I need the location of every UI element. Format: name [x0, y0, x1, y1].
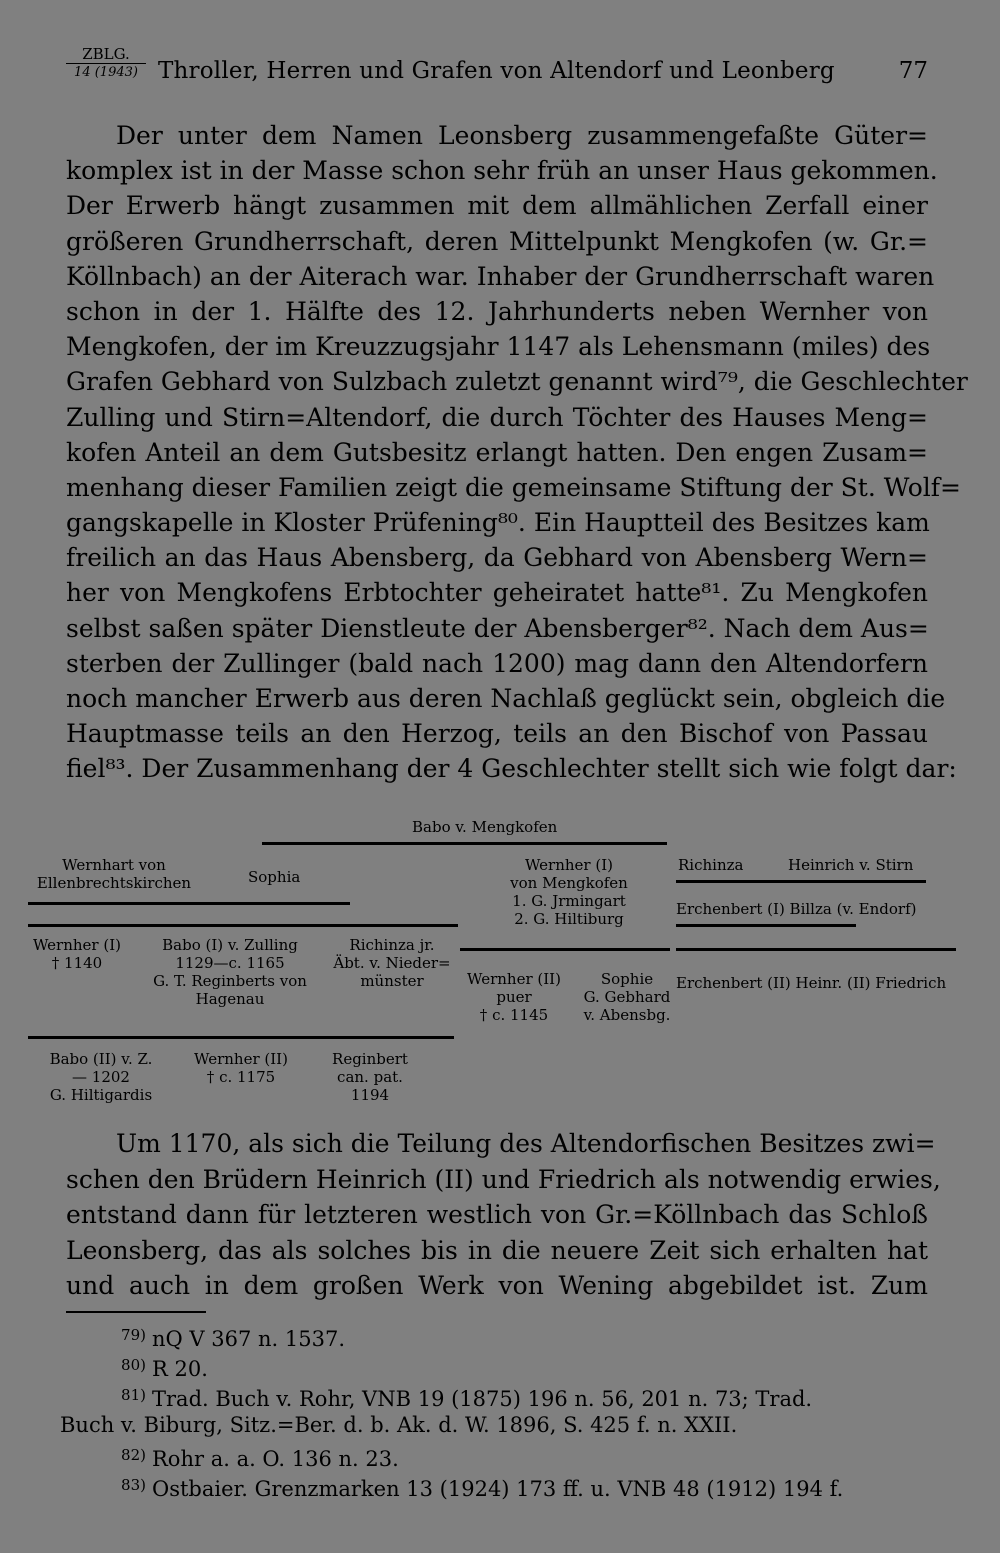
- text-line: Hauptmasse teils an den Herzog, teils an den Bischof von Passau: [66, 719, 928, 749]
- name-line: Ellenbrechtskirchen: [36, 874, 192, 892]
- text-line: und auch in dem großen Werk von Wening abgebildet ist. Zum: [66, 1271, 928, 1301]
- erchenbert-2-heinrich-friedrich: Erchenbert (II) Heinr. (II) Friedrich: [676, 974, 947, 992]
- text-line: her von Mengkofens Erbtochter geheiratet hatte⁸¹. Zu Mengkofen: [66, 578, 928, 608]
- marriage-bracket-erchenbert: [676, 924, 856, 927]
- footnote-number: 81): [121, 1386, 146, 1404]
- name-line: Richinza jr.: [349, 936, 435, 954]
- text-line: größeren Grundherrschaft, deren Mittelpunkt Mengkofen (w. Gr.=: [66, 226, 928, 256]
- name-line: † c. 1175: [206, 1068, 276, 1086]
- name-line: Babo (II) v. Z.: [49, 1050, 153, 1068]
- name-line: Hagenau: [195, 990, 265, 1008]
- name-line: 1. G. Jrmingart: [512, 892, 626, 910]
- richinza: Richinza: [678, 856, 744, 874]
- text-line: kofen Anteil an dem Gutsbesitz erlangt hatten. Den engen Zusam=: [66, 437, 928, 467]
- root-bracket: [262, 842, 667, 845]
- name-line: G. Hiltigardis: [49, 1086, 153, 1104]
- wernher-2-puer: [458, 970, 570, 1024]
- running-title: Throller, Herren und Grafen von Altendorf und Leonberg: [158, 58, 835, 84]
- reginbert: [320, 1050, 420, 1104]
- name-line: † c. 1145: [479, 1006, 549, 1024]
- children-bracket-stirn: [676, 948, 956, 951]
- text-line: Leonsberg, das als solches bis in die neuere Zeit sich erhalten hat: [66, 1235, 928, 1265]
- text-line: schon in der 1. Hälfte des 12. Jahrhunderts neben Wernher von: [66, 296, 928, 326]
- name-line: — 1202: [72, 1068, 130, 1086]
- name-line: † 1140: [51, 954, 103, 972]
- name-line: v. Abensbg.: [583, 1006, 671, 1024]
- children-bracket-babo: [28, 1036, 454, 1039]
- text-line: selbst saßen später Dienstleute der Abensberger⁸². Nach dem Aus=: [66, 613, 929, 643]
- footnote-number: 82): [121, 1446, 146, 1464]
- name-line: Wernhart von: [62, 856, 166, 874]
- footnote-82: [66, 1440, 928, 1474]
- footnote-79: [66, 1320, 928, 1354]
- name-line: 1194: [350, 1086, 390, 1104]
- name-line: can. pat.: [337, 1068, 403, 1086]
- text-line: Zulling und Stirn=Altendorf, die durch Töchter des Hauses Meng=: [66, 402, 928, 432]
- name-line: Sophie: [600, 970, 654, 988]
- text-line: menhang dieser Familien zeigt die gemeinsame Stiftung der St. Wolf=: [66, 472, 961, 502]
- text-line: Grafen Gebhard von Sulzbach zuletzt genannt wird⁷⁹, die Geschlechter: [66, 367, 968, 397]
- name-line: Wernher (I): [32, 936, 121, 954]
- text-line: schen den Brüdern Heinrich (II) und Friedrich als notwendig erwies,: [66, 1164, 941, 1194]
- name-line: G. Gebhard: [583, 988, 671, 1006]
- text-line: gangskapelle in Kloster Prüfening⁸⁰. Ein Hauptteil des Besitzes kam: [66, 508, 930, 538]
- text-line: freilich an das Haus Abensberg, da Gebhard von Abensberg Wern=: [66, 543, 928, 573]
- wernher-1-mengkofen: [494, 856, 644, 928]
- children-bracket-mengkofen: [460, 948, 670, 951]
- text-line: Der unter dem Namen Leonsberg zusammengefaßte Güter=: [116, 121, 928, 150]
- page-number: 77: [898, 58, 928, 84]
- wernher-1-died-1140: [22, 936, 132, 972]
- richinza-jr: [330, 936, 454, 990]
- footnote-separator: [66, 1311, 206, 1313]
- babo-1-zulling: [134, 936, 326, 1008]
- text-line: Der Erwerb hängt zusammen mit dem allmählichen Zerfall einer: [66, 191, 928, 221]
- sophie-abensberg: [568, 970, 686, 1024]
- footnote-text: Ostbaier. Grenzmarken 13 (1924) 173 ff. u. VNB 48 (1912) 194 f.: [152, 1477, 844, 1501]
- name-line: Wernher (I): [524, 856, 613, 874]
- genealogy-chart: [0, 810, 1000, 1110]
- marriage-bracket-stirn: [676, 880, 926, 883]
- text-line: Köllnbach) an der Aiterach war. Inhaber der Grundherrschaft waren: [66, 261, 935, 291]
- text-line: komplex ist in der Masse schon sehr früh an unser Haus gekommen.: [66, 156, 938, 186]
- footnote-number: 83): [121, 1476, 146, 1494]
- marriage-bracket: [28, 902, 350, 905]
- footnote-80: [66, 1350, 928, 1384]
- name-line: 1129—c. 1165: [175, 954, 285, 972]
- text-line: sterben der Zullinger (bald nach 1200) mag dann den Altendorfern: [66, 648, 928, 678]
- footnote-81: [66, 1380, 928, 1414]
- name-line: von Mengkofen: [510, 874, 628, 892]
- journal-volume: 14 (1943): [74, 65, 138, 80]
- journal-reference: [66, 46, 146, 81]
- text-line: Um 1170, als sich die Teilung des Altendorfischen Besitzes zwi=: [116, 1129, 936, 1158]
- text-line: noch mancher Erwerb aus deren Nachlaß geglückt sein, obgleich die: [66, 684, 946, 713]
- name-line: münster: [360, 972, 424, 990]
- footnote-number: 80): [121, 1356, 146, 1374]
- text-line: fiel⁸³. Der Zusammenhang der 4 Geschlechter stellt sich wie folgt dar:: [66, 754, 957, 784]
- paragraph-teilung: [66, 1126, 941, 1304]
- erchenbert-1: Erchenbert (I) Billza (v. Endorf): [676, 900, 917, 918]
- root-babo-mengkofen: Babo v. Mengkofen: [412, 818, 558, 836]
- name-line: Wernher (II): [194, 1050, 288, 1068]
- name-line: Wernher (II): [467, 970, 561, 988]
- paragraph-leonsberg: [66, 118, 968, 787]
- footnote-81-continued: [60, 1410, 922, 1440]
- name-line: G. T. Reginberts von: [153, 972, 307, 990]
- footnote-text: Rohr a. a. O. 136 n. 23.: [152, 1447, 399, 1471]
- journal-abbrev: ZBLG.: [66, 46, 146, 64]
- footnote-number: 79): [121, 1326, 146, 1344]
- name-line: 2. G. Hiltiburg: [514, 910, 624, 928]
- footnote-text: Buch v. Biburg, Sitz.=Ber. d. b. Ak. d. W. 1896, S. 425 f. n. XXII.: [60, 1413, 738, 1437]
- heinrich-stirn: Heinrich v. Stirn: [788, 856, 914, 874]
- wernher-2-1175: [176, 1050, 306, 1086]
- text-line: entstand dann für letzteren westlich von Gr.=Köllnbach das Schloß: [66, 1200, 928, 1230]
- name-line: Äbt. v. Nieder=: [333, 954, 451, 972]
- footnote-text: R 20.: [152, 1357, 208, 1381]
- text-line: Mengkofen, der im Kreuzzugsjahr 1147 als Lehensmann (miles) des: [66, 332, 931, 362]
- name-line: puer: [496, 988, 532, 1006]
- footnote-text: nQ V 367 n. 1537.: [152, 1327, 346, 1351]
- name-line: Reginbert: [332, 1050, 408, 1068]
- sophia: Sophia: [248, 868, 301, 886]
- wernhart-ellenbrechtskirchen: [34, 856, 194, 892]
- babo-2-zulling: [26, 1050, 176, 1104]
- footnote-83: [66, 1470, 928, 1504]
- name-line: Babo (I) v. Zulling: [162, 936, 298, 954]
- children-bracket-zulling: [28, 924, 458, 927]
- footnote-text: Trad. Buch v. Rohr, VNB 19 (1875) 196 n. 56, 201 n. 73; Trad.: [152, 1387, 813, 1411]
